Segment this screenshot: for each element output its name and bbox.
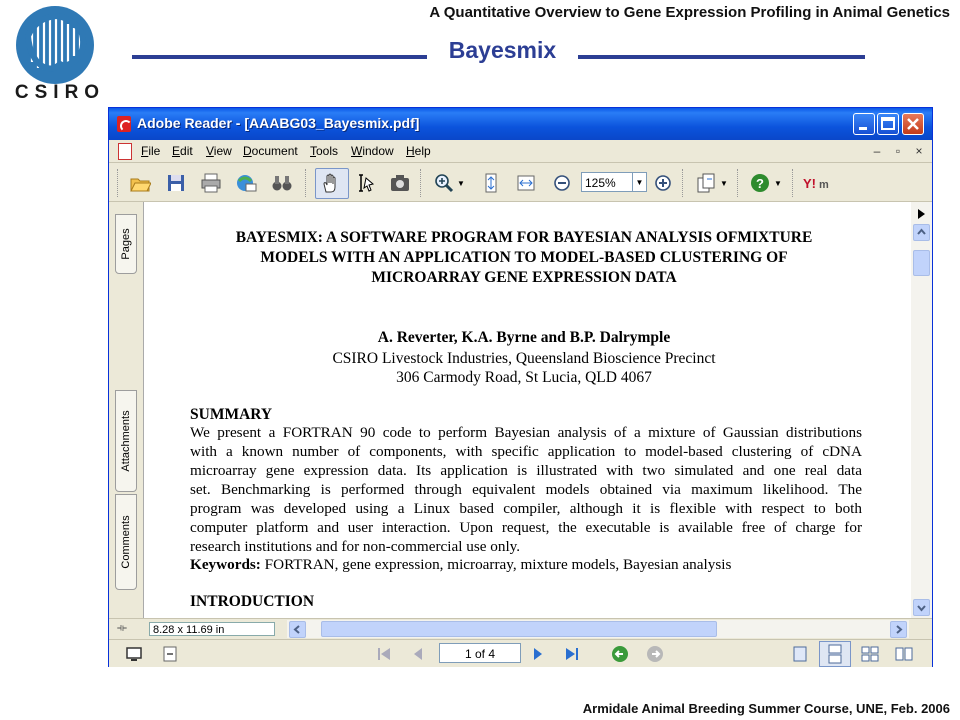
snapshot-camera-icon[interactable] (389, 172, 411, 194)
menu-edit[interactable]: Edit (172, 144, 193, 158)
close-icon (903, 114, 923, 134)
page-size-indicator: 8.28 x 11.69 in (149, 622, 275, 636)
navigation-panel (109, 202, 144, 618)
title-rule-left (132, 55, 427, 59)
pdf-document-icon[interactable] (118, 143, 132, 160)
next-page-icon[interactable] (529, 645, 547, 663)
chevron-right-icon (891, 622, 906, 637)
summary-line: computer platform and user interaction. Upon request, the executable is available free of charge for (190, 519, 862, 536)
adobe-reader-icon (117, 116, 131, 132)
doc-restore-icon[interactable]: ▫ (895, 144, 901, 158)
summary-heading: SUMMARY (190, 406, 273, 423)
toolbar-grip (117, 169, 120, 197)
pane-arrow-icon[interactable] (915, 208, 927, 220)
toolbar-separator (420, 169, 423, 197)
previous-view-icon[interactable] (611, 645, 629, 663)
hand-tool-icon (320, 172, 342, 194)
menu-tools[interactable]: Tools (310, 144, 339, 158)
chevron-up-icon (914, 225, 929, 240)
affiliation-line: 306 Carmody Road, St Lucia, QLD 4067 (396, 368, 652, 386)
paper-title (199, 228, 849, 288)
window-titlebar[interactable] (109, 108, 932, 140)
actual-size-icon[interactable] (480, 172, 502, 194)
paper-title-line: BAYESMIX: A SOFTWARE PROGRAM FOR BAYESIAN ANALYSIS OFMIXTURE (235, 229, 813, 246)
doc-close-icon[interactable]: × (915, 144, 923, 158)
summary-line: set. Benchmarking is performed through equivalent models obtained via maximum likelihood. The (190, 481, 862, 498)
facing-pages-icon[interactable] (861, 645, 879, 663)
toolbar-separator (792, 169, 795, 197)
summary-line: microarray gene expression data. Its application is illustrated with two simulated and one real data (190, 462, 862, 479)
horizontal-scrollbar[interactable] (287, 620, 909, 638)
summary-line: research institutions and for non-commercial use only. (190, 538, 521, 555)
menu-help[interactable]: Help (406, 144, 431, 158)
tab-attachments[interactable] (115, 390, 137, 492)
window-title: Adobe Reader - [AAABG03_Bayesmix.pdf] (137, 115, 420, 131)
page-number-input[interactable]: 1 of 4 (439, 643, 521, 663)
zoom-level-input[interactable]: 125% (581, 172, 633, 192)
scroll-right-button[interactable] (890, 621, 907, 638)
continuous-facing-icon[interactable] (895, 645, 913, 663)
document-view[interactable] (144, 202, 911, 618)
search-binoculars-icon[interactable] (271, 172, 293, 194)
slide-title: Bayesmix (448, 37, 557, 63)
tab-comments[interactable] (115, 494, 137, 590)
tab-pages[interactable] (115, 214, 137, 274)
paper-authors: A. Reverter, K.A. Byrne and B.P. Dalrymple (377, 329, 671, 346)
chevron-left-icon (290, 622, 305, 637)
affiliation-line: CSIRO Livestock Industries, Queensland Bioscience Precinct (332, 350, 716, 367)
toolbar-separator (682, 169, 685, 197)
rotate-dropdown-icon[interactable]: ▼ (720, 179, 728, 188)
yahoo-toolbar-icon[interactable] (803, 172, 839, 194)
summary-line: with a known number of components, with specific application to model-based clustering of cDNA (190, 443, 862, 460)
adobe-reader-window (109, 108, 932, 666)
restore-button[interactable] (877, 113, 899, 135)
keywords-line (190, 556, 731, 574)
scroll-up-button[interactable] (913, 224, 930, 241)
save-disk-icon[interactable] (165, 172, 187, 194)
summary-line: We present a FORTRAN 90 code to perform Bayesian analysis of a mixture of Gaussian distributions (190, 424, 862, 441)
previous-page-icon[interactable] (409, 645, 427, 663)
horizontal-scroll-row (109, 618, 932, 639)
menu-window[interactable]: Window (351, 144, 394, 158)
paper-title-line: MICROARRAY GENE EXPRESSION DATA (371, 269, 677, 286)
page-icon[interactable] (161, 645, 179, 663)
help-dropdown-icon[interactable]: ▼ (774, 179, 782, 188)
next-view-icon[interactable] (646, 645, 664, 663)
course-title: A Quantitative Overview to Gene Expression Profiling in Animal Genetics (429, 4, 950, 21)
keywords-text: FORTRAN, gene expression, microarray, mixture models, Bayesian analysis (260, 556, 732, 573)
tab-comments-label: Comments (120, 515, 132, 569)
toolbar (109, 163, 932, 202)
single-page-icon[interactable] (791, 645, 809, 663)
close-button[interactable] (902, 113, 924, 135)
slide-footer: Armidale Animal Breeding Summer Course, UNE, Feb. 2006 (582, 701, 950, 716)
scroll-down-button[interactable] (913, 599, 930, 616)
summary-line: program was developed using a Linux based compiler, although it is flexible with respect to both (190, 500, 862, 517)
scroll-thumb[interactable] (913, 250, 930, 276)
zoom-tool-dropdown-icon[interactable]: ▼ (457, 179, 465, 188)
introduction-heading: INTRODUCTION (190, 593, 315, 610)
minimize-icon (854, 114, 874, 134)
paper-title-line: MODELS WITH AN APPLICATION TO MODEL-BASED CLUSTERING OF (260, 249, 788, 266)
toolbar-separator (305, 169, 308, 197)
svg-text:m: m (819, 179, 829, 191)
toolbar-separator (737, 169, 740, 197)
doc-minimize-icon[interactable]: – (873, 144, 881, 158)
zoom-in-icon[interactable] (652, 172, 674, 194)
keywords-label: Keywords: (190, 556, 261, 573)
open-folder-icon[interactable] (129, 172, 151, 194)
chevron-down-icon (914, 600, 929, 615)
horizontal-scroll-thumb[interactable] (321, 621, 717, 637)
australia-map-icon (16, 6, 94, 84)
continuous-page-icon (825, 644, 845, 664)
menu-view[interactable]: View (206, 144, 232, 158)
fit-width-icon[interactable] (515, 172, 537, 194)
menu-document[interactable]: Document (243, 144, 298, 158)
menu-bar (109, 140, 932, 163)
continuous-view-button[interactable] (819, 641, 851, 667)
select-text-icon[interactable] (355, 172, 377, 194)
csiro-logo (10, 6, 110, 106)
tab-pages-label: Pages (120, 228, 132, 260)
vertical-scrollbar[interactable] (911, 202, 932, 618)
minimize-button[interactable] (853, 113, 875, 135)
svg-text:Y!: Y! (803, 176, 816, 191)
last-page-icon[interactable] (563, 645, 581, 663)
csiro-logo-text: CSIRO (14, 82, 106, 103)
title-rule-right (578, 55, 865, 59)
email-icon[interactable] (235, 172, 257, 194)
paper-affiliation (199, 350, 849, 387)
help-icon[interactable] (749, 172, 771, 194)
zoom-in-tool-icon[interactable] (433, 172, 455, 194)
scroll-left-button[interactable] (289, 621, 306, 638)
zoom-dropdown-button[interactable]: ▼ (633, 172, 647, 192)
tab-attachments-label: Attachments (120, 410, 132, 472)
zoom-out-icon[interactable] (551, 172, 573, 194)
print-icon[interactable] (200, 172, 222, 194)
menu-file[interactable]: File (141, 144, 161, 158)
full-screen-icon[interactable] (125, 645, 143, 663)
svg-text:?: ? (756, 176, 764, 191)
first-page-icon[interactable] (375, 645, 393, 663)
split-handle-icon[interactable]: ⟛ (117, 622, 127, 634)
restore-icon (878, 114, 898, 134)
status-bar (109, 639, 932, 667)
rotate-view-icon[interactable] (695, 172, 717, 194)
